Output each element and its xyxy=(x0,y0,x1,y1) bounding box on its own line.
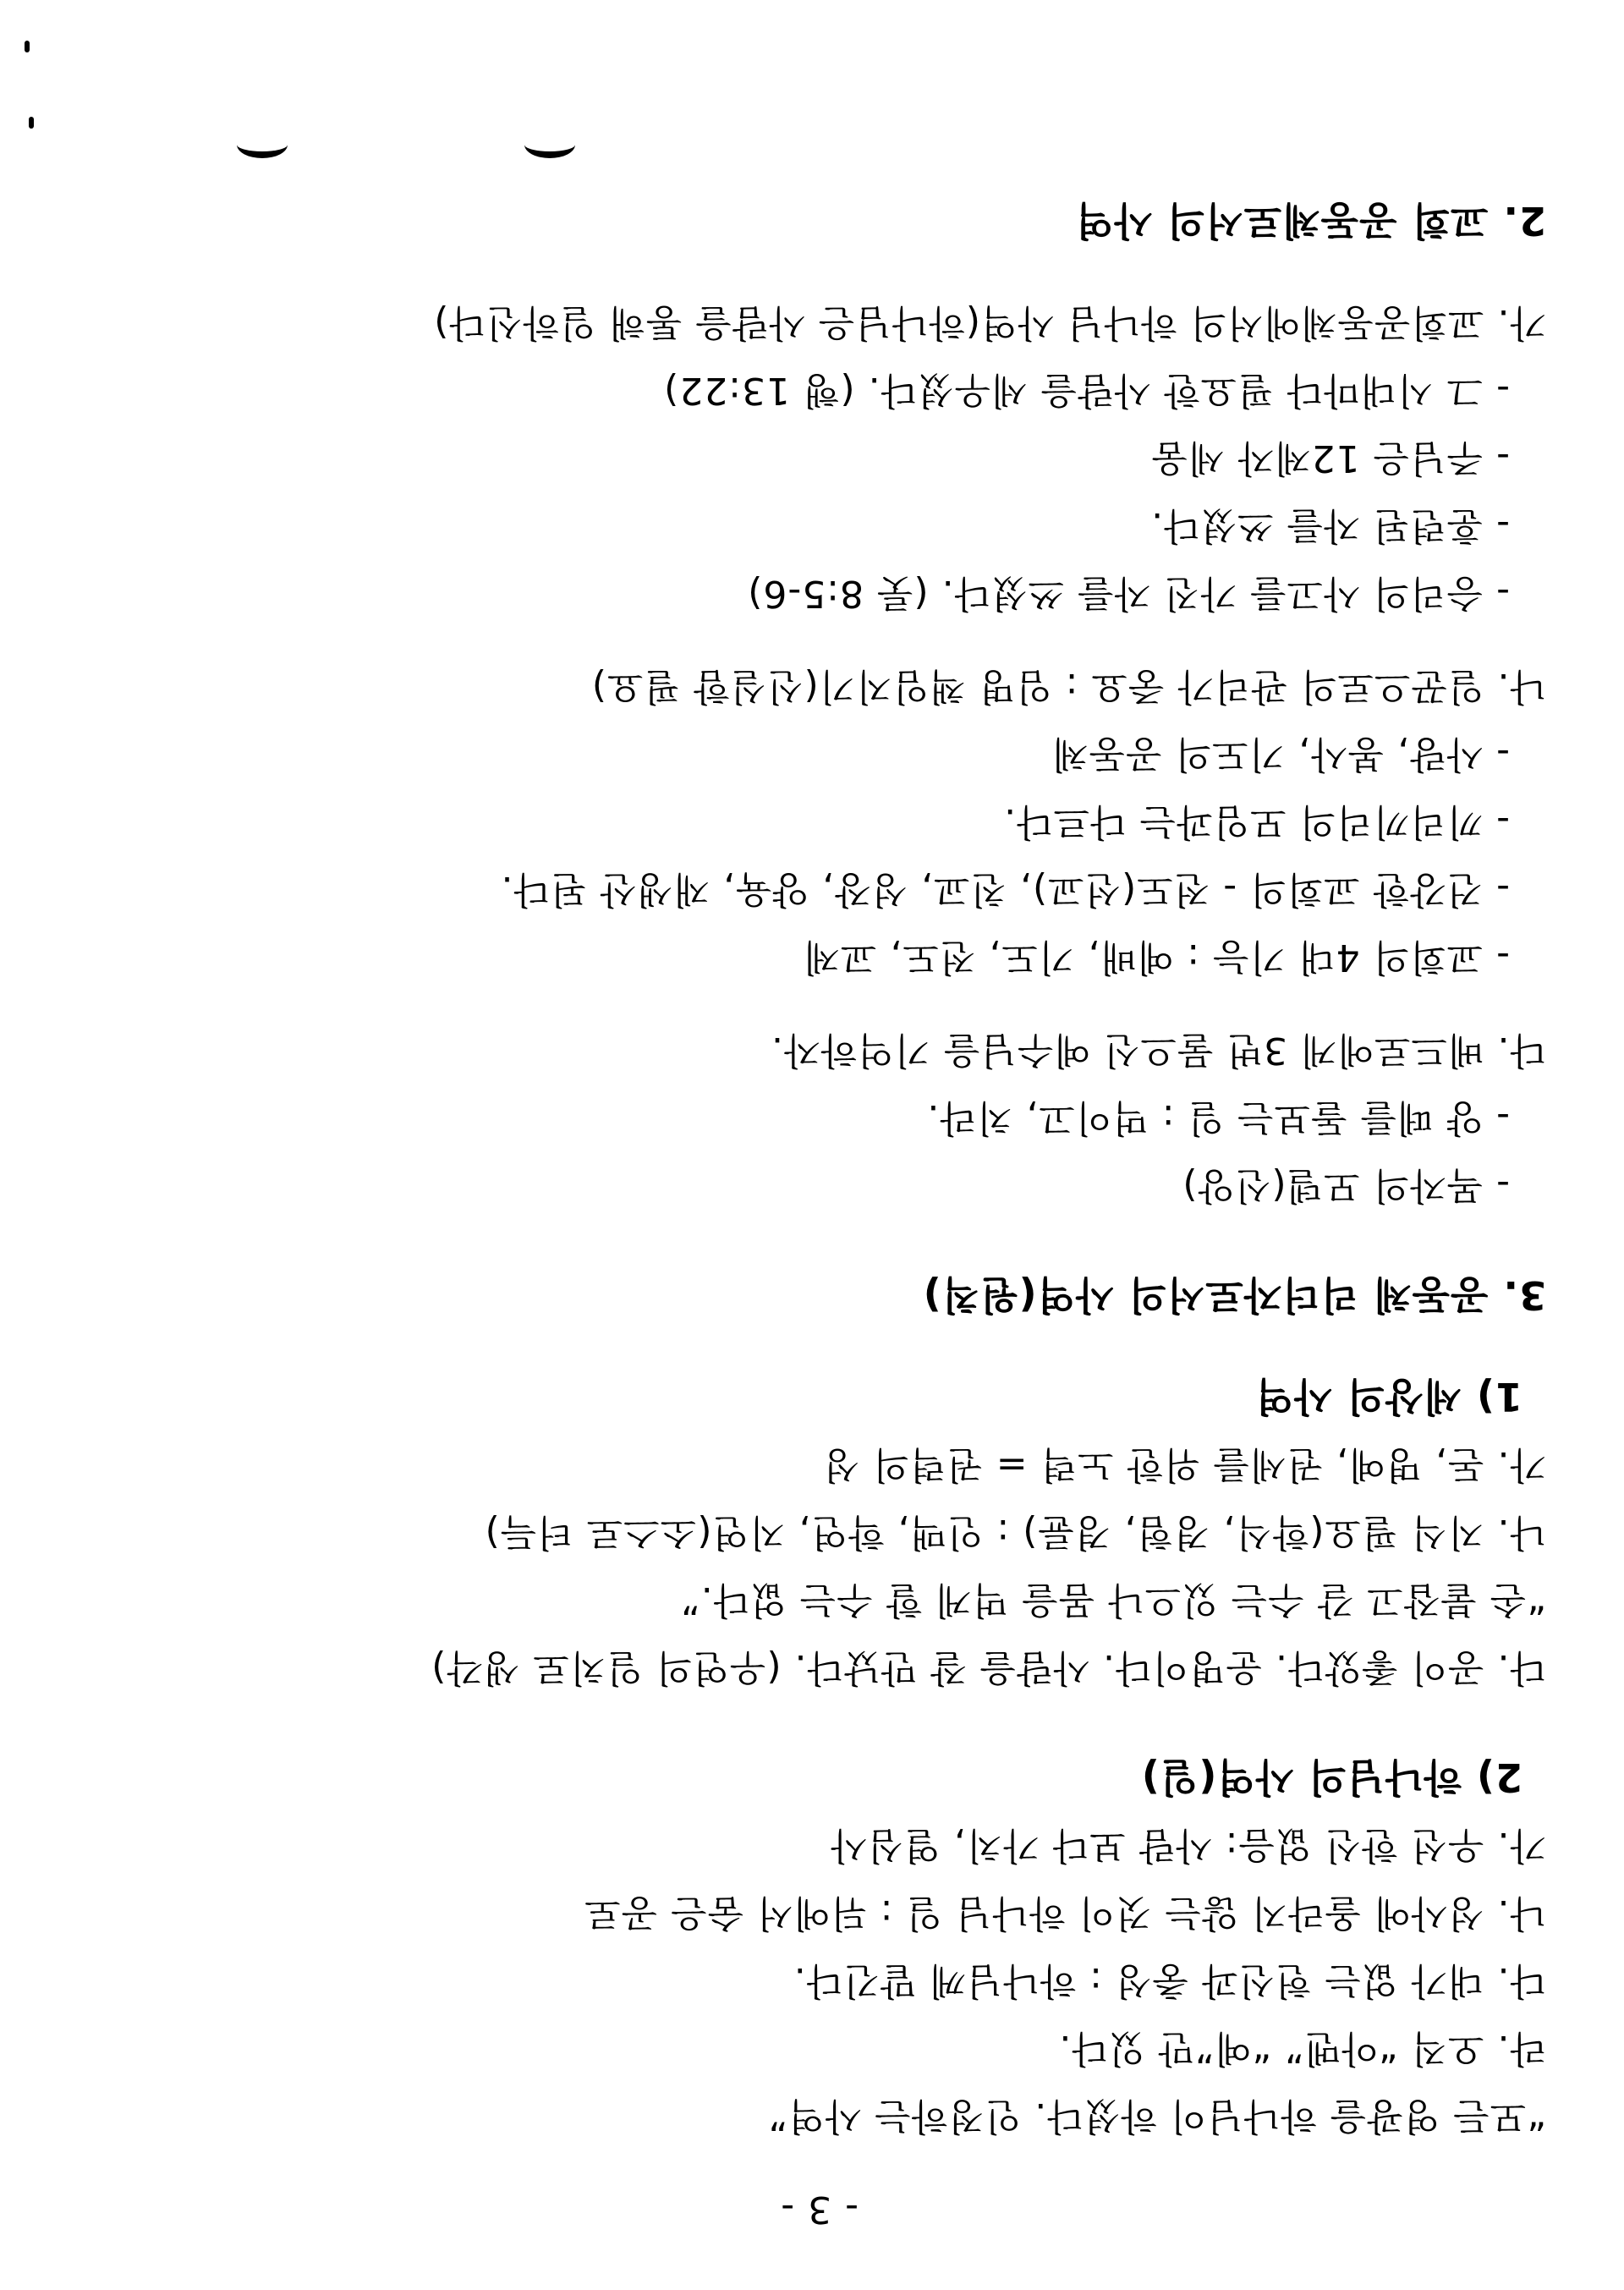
subsection-heading: 1) 세상의 사역 xyxy=(1254,1374,1522,1420)
text-line: 나. 일꾼으로의 관리가 중요 : 임명 책임지기(신실함 필요) xyxy=(590,665,1546,708)
text-line: - 양 떼를 돌보는 일 : 먹이고, 치라. xyxy=(926,1096,1510,1140)
section-heading: 3. 공동체 리더자로서의 사역(원칙) xyxy=(922,1272,1546,1318)
text-line: 라. 오직 “아멘” “예”만 있다. xyxy=(1058,2027,1546,2070)
text-line: 나. 성사에 올라지 않는 것이 하나님 일 : 뒤에서 숨은 공로 xyxy=(584,1892,1546,1935)
text-line: 가. 돈, 명예, 권세를 위한 노력 = 권력의 성 xyxy=(822,1443,1546,1486)
text-line: “모든 영광을 하나님이 하셨다. 인정하는 사역” xyxy=(767,2095,1546,2138)
text-line: 가. 우선 한신 없음: 사람 보다 가치, 열심사 xyxy=(830,1824,1546,1867)
text-line: - 교회의 4대 기능 : 예배, 기도, 전도, 교제 xyxy=(803,936,1510,979)
scan-dot xyxy=(29,117,34,129)
text-line: 나. 지식 필요(학식, 경험, 경륜) : 인맥, 학연, 지연(소스로 터득) xyxy=(484,1511,1546,1554)
text-line: - 목자의 모델(신앙) xyxy=(1182,1164,1510,1207)
subsection-heading: 2) 하나님의 사역(일) xyxy=(1140,1755,1522,1800)
text-line: - 승리의 사고를 가진 자를 쓰셨다. (룻 8:5-6) xyxy=(747,572,1510,615)
text-line: - 끼리끼리의 모임과는 다르다. xyxy=(1003,800,1510,843)
text-line: 다. 베드로에게 3번 물으신 예수님을 기억하자. xyxy=(771,1029,1546,1072)
text-line: - 사랑, 봉사, 기도의 공동체 xyxy=(1051,733,1510,776)
text-line: 다. 공이 좋았다. 운명이다. 사람을 잘 만났다. (우연의 일치로 생각) xyxy=(431,1646,1546,1689)
scan-mark xyxy=(237,131,288,158)
text-line: - 훈련된 자를 쓰셨다. xyxy=(1150,504,1510,547)
text-line: - 그 시대마다 필요한 사람을 세우셨다. (행 13:22) xyxy=(663,369,1510,412)
scan-dot xyxy=(25,41,30,52)
text-line: “손 붙잡고 갈 수는 있으나 몸을 먹게 할 수는 없다.” xyxy=(679,1579,1546,1622)
section-heading: 2. 교회 공동체로서의 사역 xyxy=(1075,198,1546,244)
text-line: 다. 대가 없는 헌신과 충성 : 하나님께 맡긴다. xyxy=(793,1959,1546,2002)
text-line: - 주님은 12제자 세움 xyxy=(1150,437,1510,480)
text-line: 가. 교회공동체에서의 하나님 사역(하나님은 사람을 통해 일하신다) xyxy=(433,301,1546,344)
text-line: - 건강한 교회의 - 전도(선교), 친교, 성장, 양육, 재생산 된다. xyxy=(500,868,1510,911)
page-number: - 3 - xyxy=(780,2188,859,2231)
scan-mark xyxy=(524,131,575,158)
